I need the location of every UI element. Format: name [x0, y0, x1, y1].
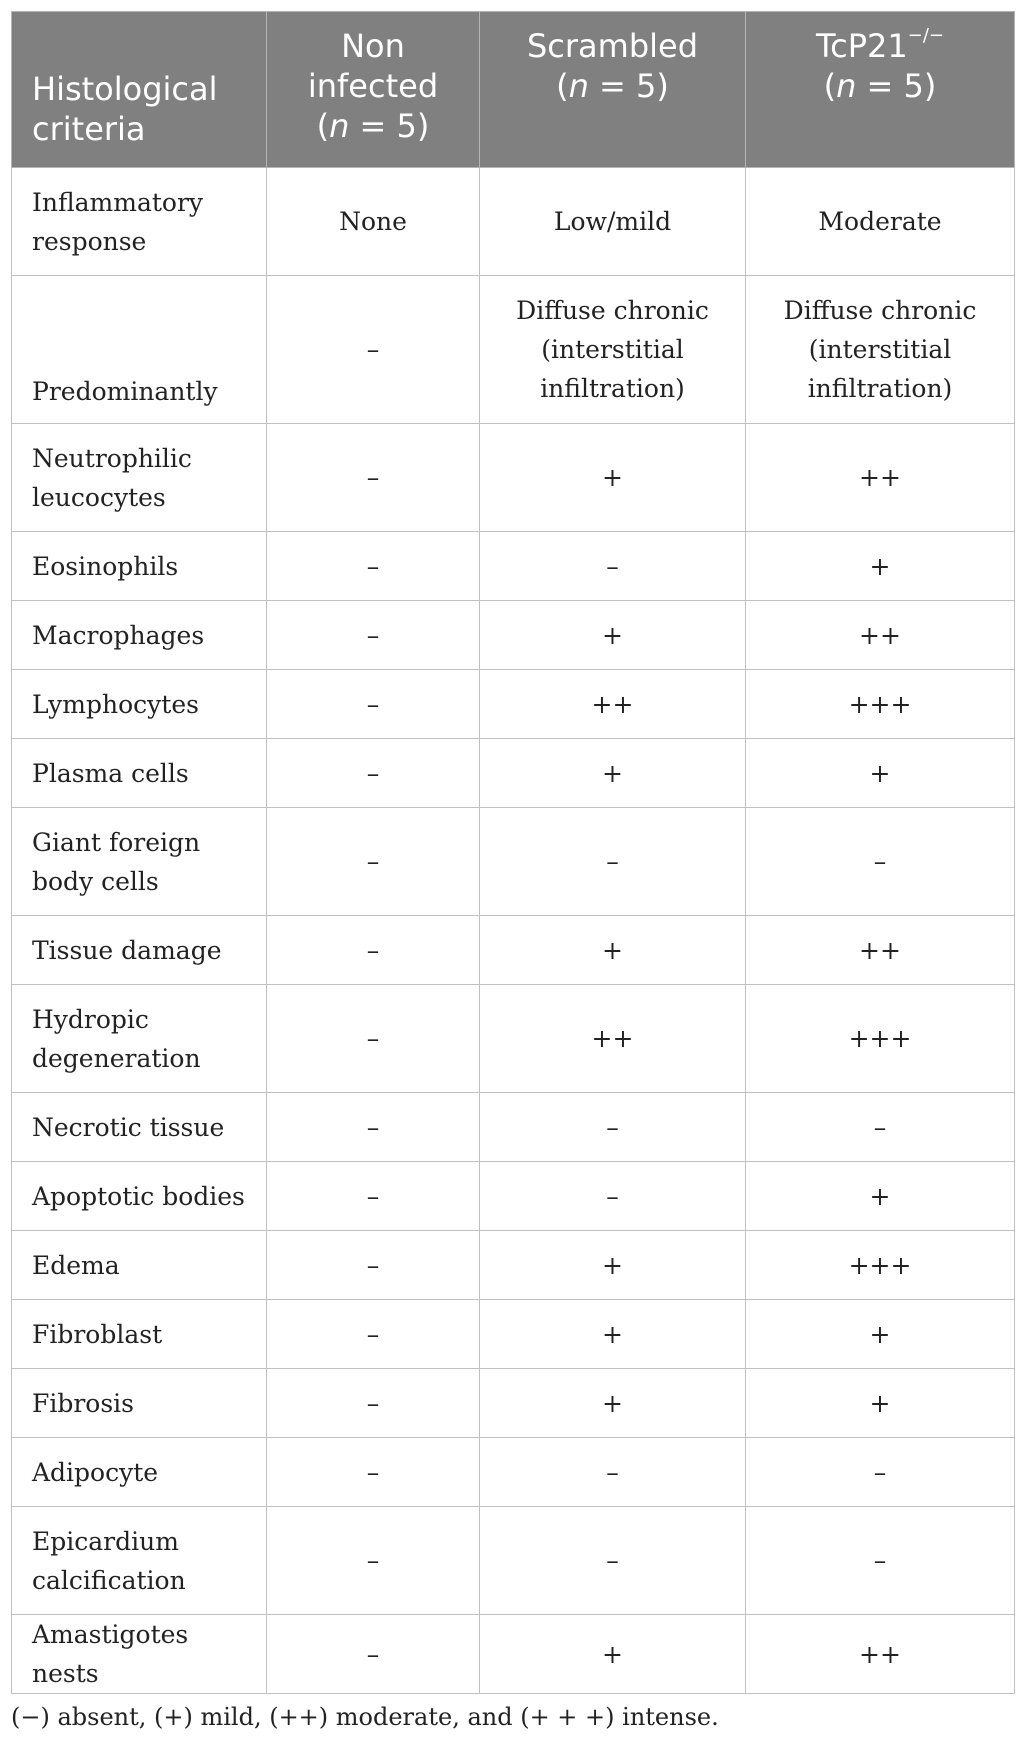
cell-tcp21: ++	[746, 601, 1015, 670]
cell-criteria: Epicardium calcification	[12, 1507, 267, 1615]
table-row	[12, 1300, 1015, 1369]
cell-scrambled: +	[480, 1231, 746, 1300]
cell-tcp21: +	[746, 532, 1015, 601]
cell-tcp21: +	[746, 1300, 1015, 1369]
header-tcp21	[746, 12, 1015, 168]
header-scrambled-label: Scrambled	[526, 27, 699, 65]
cell-scrambled: Diffuse chronic (interstitial infiltration)	[480, 276, 746, 424]
cell-tcp21: Moderate	[746, 168, 1015, 276]
cell-tcp21: ++	[746, 916, 1015, 985]
cell-tcp21: +++	[746, 1231, 1015, 1300]
cell-criteria: Adipocyte	[12, 1438, 267, 1507]
cell-criteria: Tissue damage	[12, 916, 267, 985]
cell-non-infected: –	[267, 1438, 480, 1507]
cell-scrambled: ++	[480, 985, 746, 1093]
cell-criteria: Hydropic degeneration	[12, 985, 267, 1093]
cell-non-infected: –	[267, 1507, 480, 1615]
cell-scrambled: –	[480, 1162, 746, 1231]
cell-scrambled: Low/mild	[480, 168, 746, 276]
cell-tcp21: +	[746, 1369, 1015, 1438]
table-row	[12, 1438, 1015, 1507]
cell-criteria: Edema	[12, 1231, 267, 1300]
table-row	[12, 532, 1015, 601]
table-row	[12, 1231, 1015, 1300]
cell-scrambled: –	[480, 1093, 746, 1162]
histology-table-container	[11, 11, 1014, 1694]
cell-criteria: Eosinophils	[12, 532, 267, 601]
cell-scrambled: +	[480, 424, 746, 532]
cell-non-infected: –	[267, 532, 480, 601]
cell-non-infected: –	[267, 985, 480, 1093]
cell-criteria: Neutrophilic leucocytes	[12, 424, 267, 532]
cell-tcp21: Diffuse chronic (interstitial infiltration)	[746, 276, 1015, 424]
header-non-infected-n: (n = 5)	[316, 107, 430, 145]
cell-scrambled: +	[480, 739, 746, 808]
cell-criteria: Necrotic tissue	[12, 1093, 267, 1162]
cell-non-infected: –	[267, 601, 480, 670]
cell-tcp21: ++	[746, 424, 1015, 532]
cell-tcp21: +	[746, 739, 1015, 808]
cell-criteria: Fibrosis	[12, 1369, 267, 1438]
cell-non-infected: –	[267, 1300, 480, 1369]
header-scrambled-n: (n = 5)	[556, 67, 669, 105]
cell-criteria: Giant foreign body cells	[12, 808, 267, 916]
header-criteria-label: Histological criteria	[32, 70, 218, 148]
cell-non-infected: –	[267, 1615, 480, 1694]
cell-scrambled: +	[480, 916, 746, 985]
cell-scrambled: +	[480, 601, 746, 670]
cell-non-infected: –	[267, 276, 480, 424]
cell-tcp21: –	[746, 1507, 1015, 1615]
cell-tcp21: +++	[746, 670, 1015, 739]
table-row	[12, 601, 1015, 670]
cell-criteria: Macrophages	[12, 601, 267, 670]
cell-tcp21: –	[746, 808, 1015, 916]
cell-non-infected: –	[267, 1093, 480, 1162]
table-row	[12, 916, 1015, 985]
cell-scrambled: –	[480, 532, 746, 601]
table-row	[12, 1615, 1015, 1694]
cell-scrambled: –	[480, 808, 746, 916]
table-row	[12, 1093, 1015, 1162]
header-non-infected-label: Non infected	[307, 27, 439, 105]
cell-tcp21: +	[746, 1162, 1015, 1231]
table-row	[12, 985, 1015, 1093]
cell-criteria: Apoptotic bodies	[12, 1162, 267, 1231]
cell-tcp21: –	[746, 1438, 1015, 1507]
cell-non-infected: None	[267, 168, 480, 276]
cell-scrambled: –	[480, 1507, 746, 1615]
cell-scrambled: +	[480, 1300, 746, 1369]
histology-table	[11, 11, 1015, 1694]
table-footnote: (−) absent, (+) mild, (++) moderate, and (+ + +) intense.	[11, 1703, 719, 1731]
cell-tcp21: ++	[746, 1615, 1015, 1694]
cell-non-infected: –	[267, 808, 480, 916]
table-header-row	[12, 12, 1015, 168]
header-scrambled	[480, 12, 746, 168]
cell-non-infected: –	[267, 424, 480, 532]
cell-non-infected: –	[267, 1231, 480, 1300]
cell-criteria: Predominantly	[12, 276, 267, 424]
cell-criteria: Lymphocytes	[12, 670, 267, 739]
table-row	[12, 1507, 1015, 1615]
table-row	[12, 1162, 1015, 1231]
header-tcp21-label: TcP21	[816, 27, 908, 65]
header-histological-criteria	[12, 12, 267, 168]
table-body	[12, 168, 1015, 1694]
cell-scrambled: +	[480, 1615, 746, 1694]
cell-non-infected: –	[267, 670, 480, 739]
cell-criteria: Inflammatory response	[12, 168, 267, 276]
header-tcp21-n: (n = 5)	[823, 67, 937, 105]
table-row	[12, 168, 1015, 276]
cell-tcp21: +++	[746, 985, 1015, 1093]
table-row	[12, 670, 1015, 739]
table-row	[12, 739, 1015, 808]
table-row	[12, 808, 1015, 916]
cell-scrambled: +	[480, 1369, 746, 1438]
header-non-infected	[267, 12, 480, 168]
cell-non-infected: –	[267, 1162, 480, 1231]
table-row	[12, 424, 1015, 532]
cell-criteria: Fibroblast	[12, 1300, 267, 1369]
cell-tcp21: –	[746, 1093, 1015, 1162]
cell-non-infected: –	[267, 916, 480, 985]
cell-non-infected: –	[267, 1369, 480, 1438]
cell-scrambled: –	[480, 1438, 746, 1507]
cell-criteria: Plasma cells	[12, 739, 267, 808]
cell-criteria: Amastigotes nests	[12, 1615, 267, 1694]
cell-non-infected: –	[267, 739, 480, 808]
cell-scrambled: ++	[480, 670, 746, 739]
header-tcp21-superscript: −/−	[907, 25, 944, 46]
table-row	[12, 1369, 1015, 1438]
table-row	[12, 276, 1015, 424]
